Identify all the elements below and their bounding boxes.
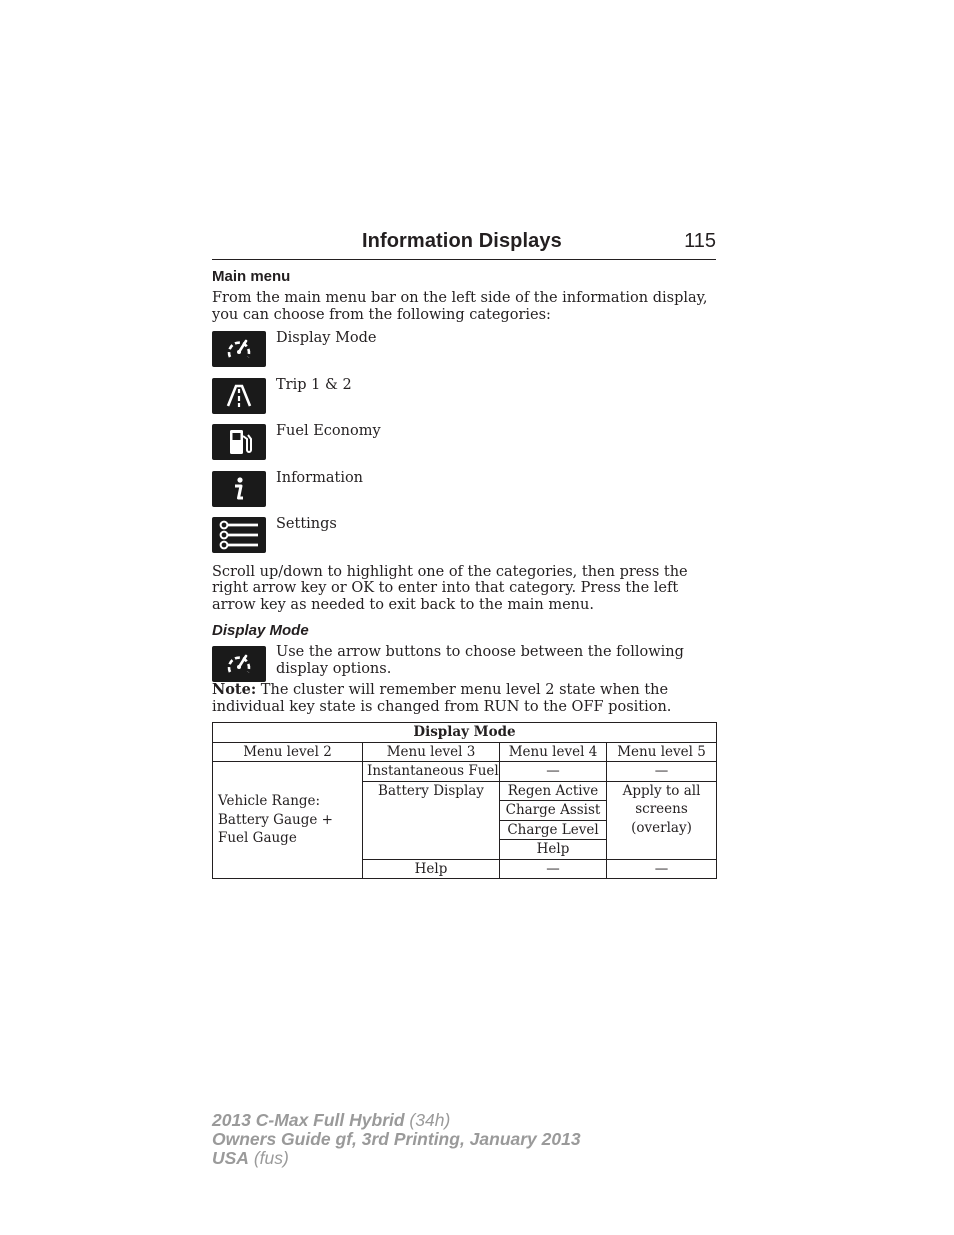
note-label: Note: [212, 681, 257, 698]
category-fuel-economy [212, 422, 716, 469]
footer-model-code: (34h) [404, 1110, 451, 1130]
category-label: Fuel Economy [276, 423, 381, 439]
help-cell: Help [363, 859, 500, 879]
charge-assist-cell: Charge Assist [500, 801, 607, 821]
footer-region-code: (fus) [248, 1148, 289, 1168]
display-mode-heading: Display Mode [212, 622, 309, 639]
charge-level-cell: Charge Level [500, 820, 607, 840]
dash-cell: — [607, 859, 717, 879]
page-header [212, 228, 716, 260]
display-mode-text: Use the arrow buttons to choose between the following display options. [276, 644, 684, 677]
category-label: Settings [276, 516, 337, 532]
table-header-row [213, 742, 717, 762]
dash-cell: — [500, 762, 607, 782]
fuel-pump-icon [212, 424, 266, 460]
footer-model: 2013 C-Max Full Hybrid [212, 1110, 405, 1130]
category-trip [212, 376, 716, 423]
category-list [212, 329, 716, 562]
page-footer [212, 1111, 581, 1168]
regen-active-cell: Regen Active [500, 781, 607, 801]
category-label: Display Mode [276, 330, 377, 346]
table-header: Menu level 4 [500, 742, 607, 762]
display-mode-row [212, 644, 716, 682]
settings-list-icon [212, 517, 266, 553]
table-header: Menu level 3 [363, 742, 500, 762]
table-header: Menu level 2 [213, 742, 363, 762]
category-label: Trip 1 & 2 [276, 376, 352, 393]
category-display-mode [212, 329, 716, 376]
main-menu-intro: From the main menu bar on the left side of the information display, you can choose from the following categories: [212, 290, 708, 323]
category-information [212, 469, 716, 516]
table-header: Menu level 5 [607, 742, 717, 762]
help-level4-cell: Help [500, 840, 607, 860]
footer-line-3 [212, 1149, 581, 1168]
display-mode-table [212, 722, 717, 879]
scroll-instructions: Scroll up/down to highlight one of the categories, then press the right arrow key or OK to enter into that category. Press the left arrow key as needed to exit back to the main menu. [212, 563, 688, 613]
battery-display-cell: Battery Display [363, 781, 500, 859]
footer-line-1 [212, 1111, 581, 1130]
vehicle-range-cell: Vehicle Range: Battery Gauge + Fuel Gauge [213, 762, 363, 879]
manual-page [212, 228, 716, 879]
dash-cell: — [607, 762, 717, 782]
gauge-icon [212, 331, 266, 367]
page-title: Information Displays [362, 230, 562, 252]
apply-all-cell: Apply to all screens (overlay) [607, 781, 717, 859]
info-icon [212, 471, 266, 507]
gauge-icon [212, 646, 266, 682]
footer-line-2: Owners Guide gf, 3rd Printing, January 2013 [212, 1129, 581, 1149]
category-label: Information [276, 469, 364, 486]
instantaneous-fuel-cell: Instantaneous Fuel [363, 762, 500, 782]
note-text: The cluster will remember menu level 2 state when the individual key state is changed from RUN to the OFF position. [212, 682, 672, 715]
dash-cell: — [500, 859, 607, 879]
note-paragraph [212, 682, 716, 715]
footer-region: USA [212, 1148, 249, 1168]
table-title: Display Mode [213, 723, 717, 743]
main-menu-heading: Main menu [212, 268, 291, 285]
category-settings [212, 515, 716, 562]
road-icon [212, 378, 266, 414]
page-number: 115 [684, 230, 716, 252]
